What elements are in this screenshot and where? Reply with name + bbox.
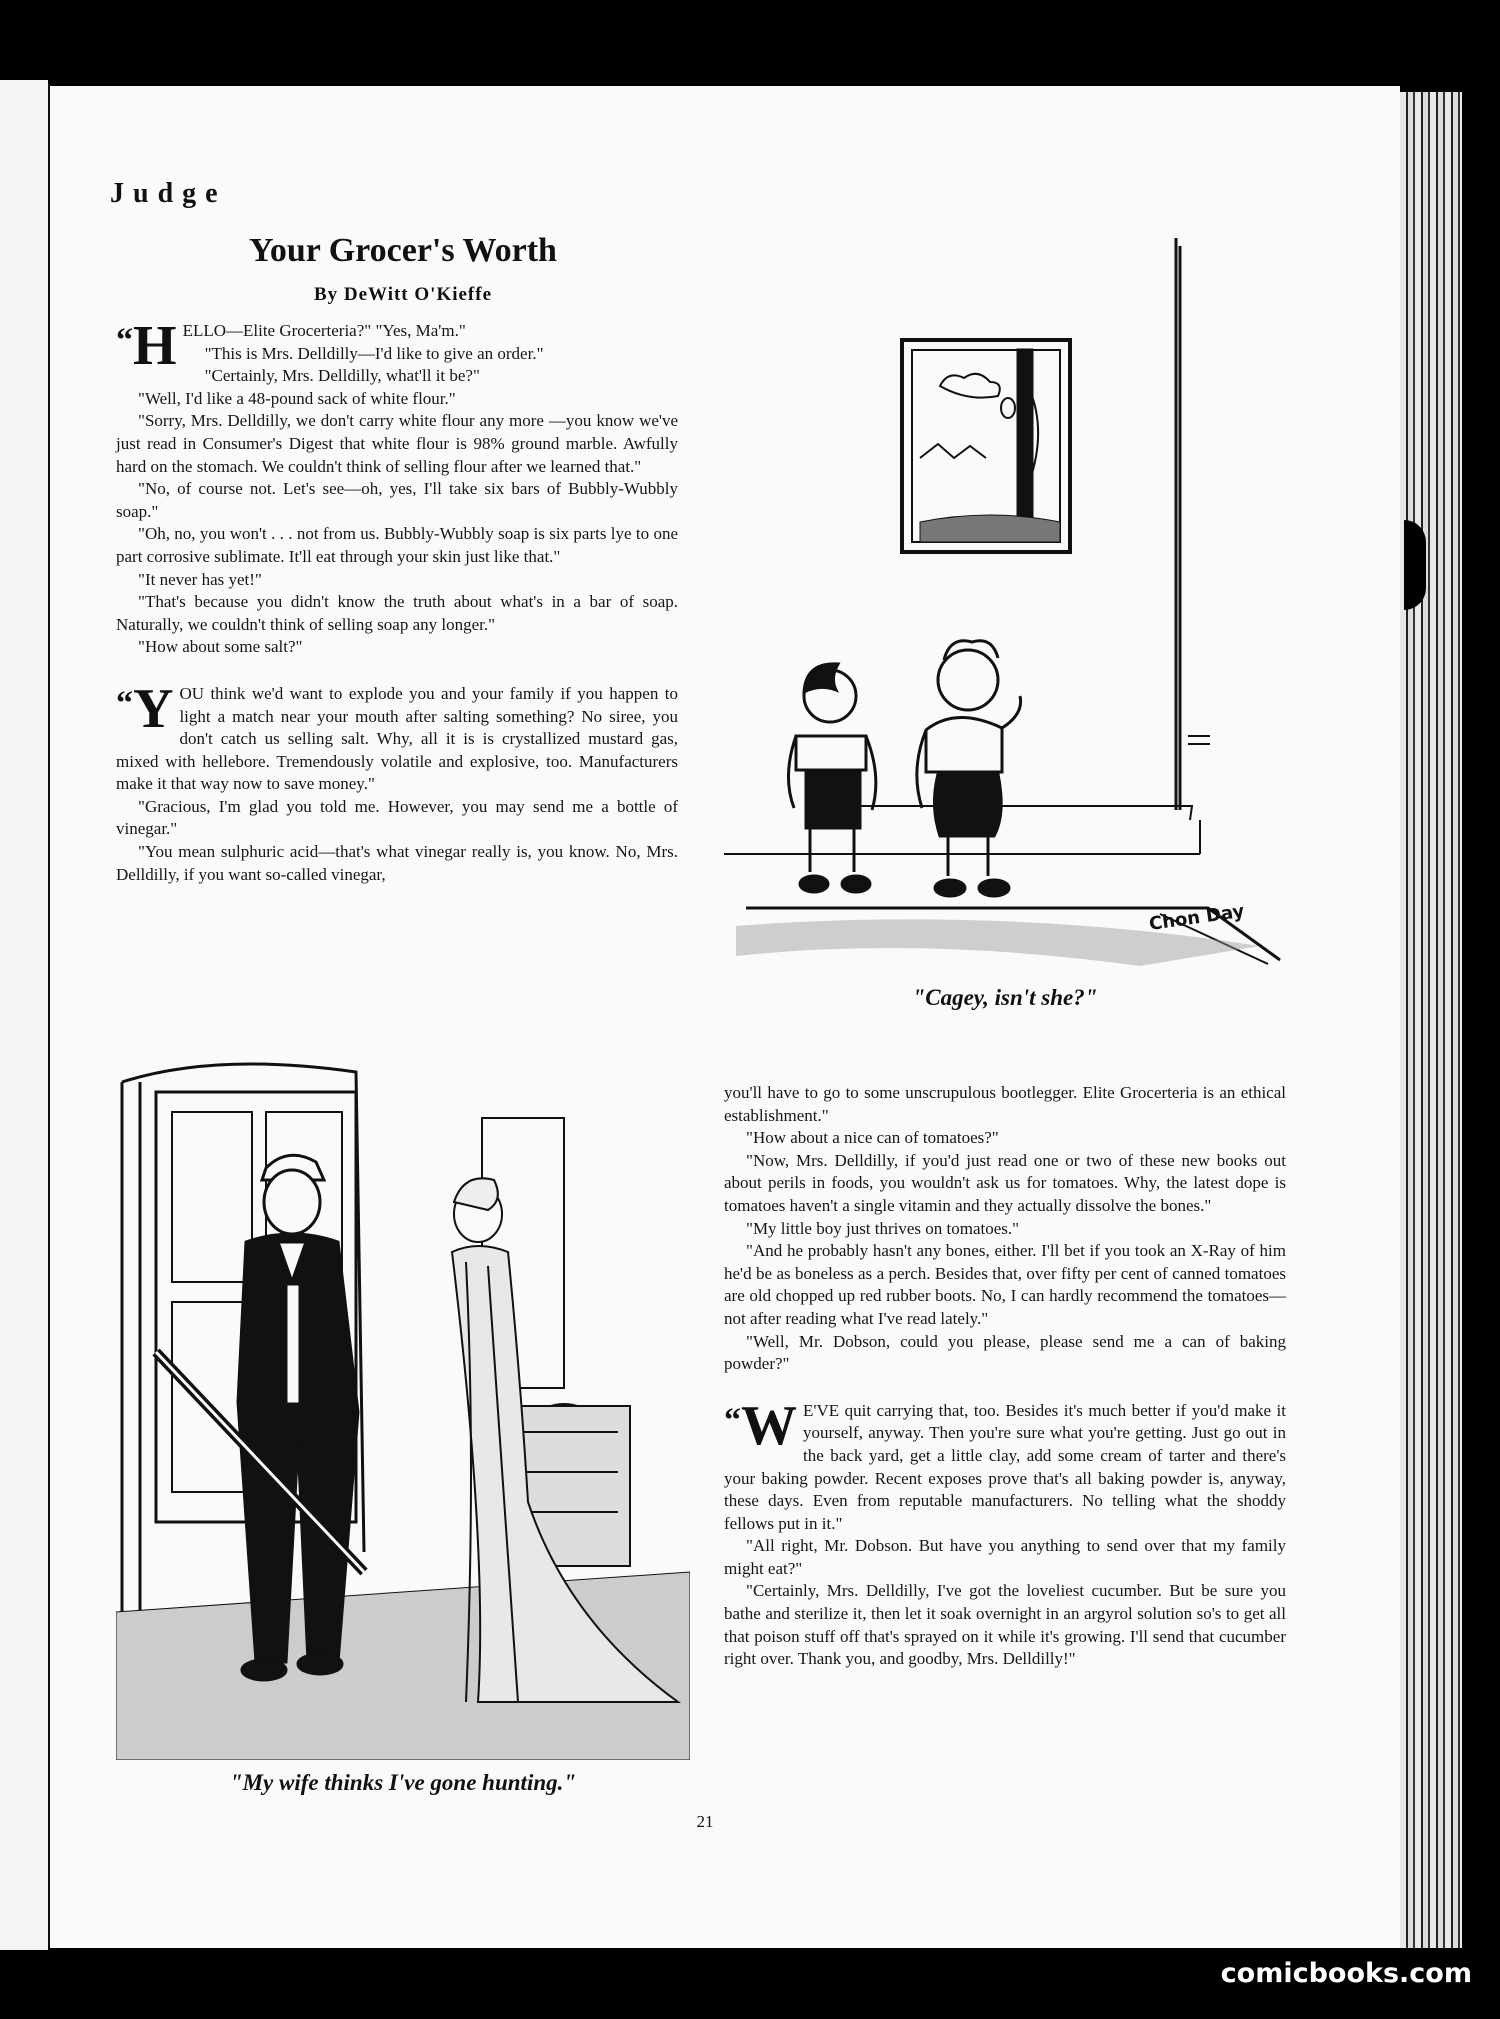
article-paragraph: "Sorry, Mrs. Delldilly, we don't carry white flour any more —you know we've just read in Consumer's Digest that white flour is 98% ground marble. Awfully hard on the stomach. We couldn't think of selling flour after we learned that." [116, 411, 678, 476]
article-paragraph: "That's because you didn't know the truth about what's in a bar of soap. Naturally, we couldn't think of selling soap any longer." [116, 592, 678, 634]
cartoon-hunting-couple [116, 1052, 690, 1760]
cartoon-boys-painting [720, 236, 1290, 976]
article-paragraph: "My little boy just thrives on tomatoes." [746, 1218, 1020, 1238]
article-paragraph: "Certainly, Mrs. Delldilly, I've got the loveliest cucumber. But be sure you bathe and sterilize it, then let it soak overnight in an argyrol solution so's to get all that poison stuff off that's sprayed on it while it's growing. I'll send that cucumber right over. Thank you, and goodby, Mrs. Delldilly!" [724, 1581, 1286, 1669]
article-column-2 [724, 1082, 1286, 1671]
left-page-edge [0, 80, 48, 1950]
article-paragraph: “W E'VE quit carrying that, too. Besides it's much better if you'd make it yourself, anyway. Then you're sure what you're getting. Just go out in the back yard, get a little clay, add some cream of tarter and there's your baking powder. Recent exposes prove that's all baking powder is, anyway, these days. Even from reputable manufacturers. No telling what the shoddy fellows put in it." [724, 1394, 1286, 1533]
article-paragraph: "How about some salt?" [138, 637, 303, 657]
article-paragraph: "Gracious, I'm glad you told me. However, you may send me a bottle of vinegar." [116, 796, 678, 839]
article-paragraph: "And he probably hasn't any bones, either. I'll bet if you took an X-Ray of him he'd be as boneless as a perch. Besides that, over fifty per cent of canned tomatoes are old chopped up red rubber boots. No, I can hardly recommend the tomatoes—not after reading what I've read lately." [724, 1241, 1286, 1328]
cartoon-signature: Chon Day [1147, 900, 1246, 935]
article-column-1 [116, 315, 678, 886]
article-paragraph: “Y OU think we'd want to explode you and your family if you happen to light a match near your mouth after salting something? No siree, you don't catch us selling salt. Why, all it is is crystallized mustard gas, mixed with hellebore. Tremendously volatile and explosive, too. Manufacturers make it that way now to save money." [116, 677, 678, 794]
page-number: 21 [696, 1812, 714, 1831]
article-paragraph: "Now, Mrs. Delldilly, if you'd just read one or two of these new books out about perils in foods, you wouldn't ask us for tomatoes. Why, the latest dope is tomatoes haven't a single vitamin and they actually dissolve the bones." [724, 1150, 1286, 1215]
drop-cap: “W [724, 1394, 797, 1457]
page-edge-tab [1404, 520, 1426, 610]
article-paragraph: "Oh, no, you won't . . . not from us. Bubbly-Wubbly soap is six parts lye to one part corrosive sublimate. It'll eat through your skin just like that." [116, 524, 678, 566]
article-paragraph: "You mean sulphuric acid—that's what vinegar really is, you know. No, Mrs. Delldilly, if you want so-called vinegar, [116, 842, 678, 884]
watermark: comicbooks.com [1220, 1958, 1472, 1989]
drop-cap: “H [116, 315, 177, 377]
article-paragraph: you'll have to go to some unscrupulous bootlegger. Elite Grocerteria is an ethical establishment." [724, 1083, 1286, 1125]
article-paragraph: "How about a nice can of tomatoes?" [746, 1128, 999, 1148]
cartoon-bottom-caption: "My wife thinks I've gone hunting." [229, 1770, 577, 1795]
article-paragraph: "It never has yet!" [138, 569, 262, 589]
article-paragraph: "No, of course not. Let's see—oh, yes, I'll take six bars of Bubbly-Wubbly soap." [116, 479, 678, 521]
cartoon-top-caption: "Cagey, isn't she?" [912, 985, 1098, 1010]
article-paragraph: “H ELLO—Elite Grocerteria?" "Yes, Ma'm." [116, 315, 466, 377]
article-title: Your Grocer's Worth [249, 232, 557, 269]
article-paragraph: "Well, Mr. Dobson, could you please, please send me a can of baking powder?" [724, 1331, 1286, 1374]
page-stack-edges [1400, 92, 1462, 1948]
article-paragraph: "Well, I'd like a 48-pound sack of white flour." [138, 388, 456, 408]
article-byline: By DeWitt O'Kieffe [313, 284, 493, 305]
masthead: Judge [110, 178, 227, 209]
article-paragraph: "This is Mrs. Delldilly—I'd like to give an order." [204, 343, 544, 363]
article-paragraph: "Certainly, Mrs. Delldilly, what'll it be?" [204, 366, 480, 386]
article-paragraph: "All right, Mr. Dobson. But have you anything to send over that my family might eat?" [724, 1536, 1286, 1578]
drop-cap: “Y [116, 677, 174, 740]
